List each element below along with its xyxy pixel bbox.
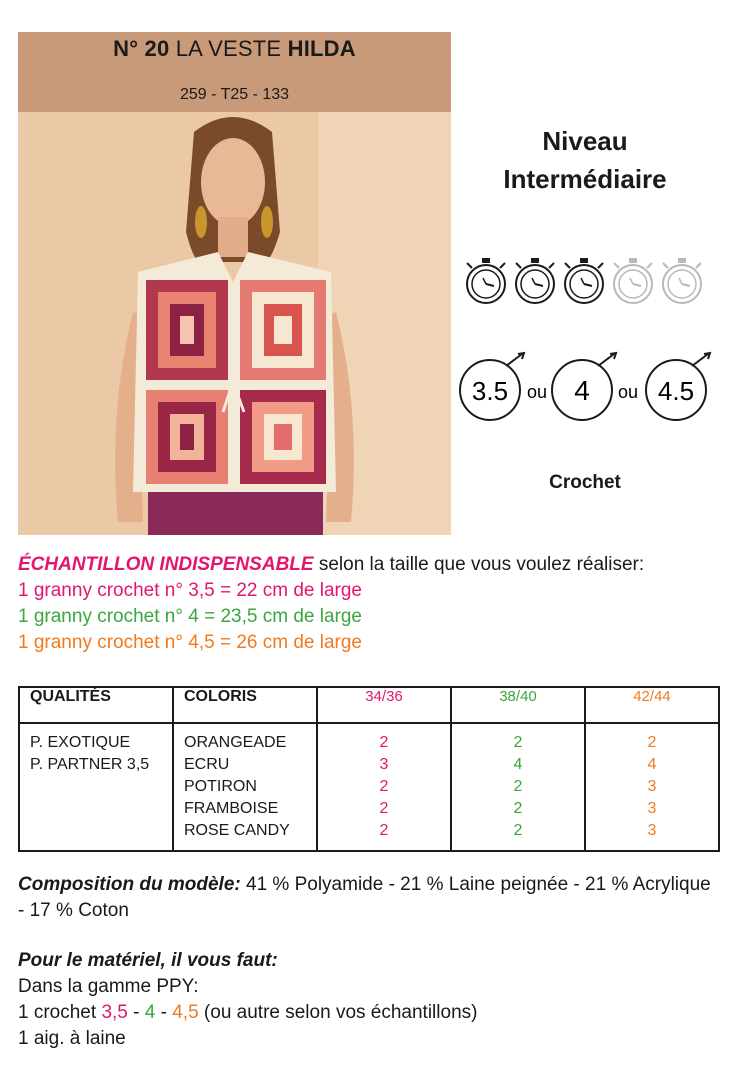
model-illustration	[18, 112, 451, 535]
gauge-line-4-5: 1 granny crochet n° 4,5 = 26 cm de large	[18, 632, 362, 653]
stopwatch-icon-filled	[467, 258, 505, 303]
size-38-40-cell: 2 4 2 2 2	[451, 723, 585, 851]
materials-needle: 1 aig. à laine	[18, 1028, 126, 1049]
hook-sizes	[456, 350, 718, 426]
pattern-header	[18, 32, 451, 112]
header-size-42-44: 42/44	[585, 687, 719, 723]
coloris-cell: ORANGEADE ECRU POTIRON FRAMBOISE ROSE CANDY	[173, 723, 317, 851]
hook-size-icon-3	[646, 353, 710, 420]
header-size-38-40: 38/40	[451, 687, 585, 723]
size-34-36-cell: 2 3 2 2 2	[317, 723, 451, 851]
gauge-line-3-5: 1 granny crochet n° 3,5 = 22 cm de large	[18, 580, 362, 601]
materials-range: Dans la gamme PPY:	[18, 976, 199, 997]
stopwatch-icon-empty	[663, 258, 701, 303]
stopwatch-icon-filled	[565, 258, 603, 303]
difficulty-stopwatches	[462, 256, 712, 306]
gauge-line-4: 1 granny crochet n° 4 = 23,5 cm de large	[18, 606, 362, 627]
model-photo	[18, 112, 451, 535]
hook-size-icon-2	[552, 353, 616, 420]
level-line-1: Niveau	[542, 126, 628, 156]
level-line-2: Intermédiaire	[503, 164, 667, 194]
materials-label: Pour le matériel, il vous faut:	[18, 950, 278, 971]
size-42-44-cell: 2 4 3 3 3	[585, 723, 719, 851]
gauge-intro: ÉCHANTILLON INDISPENSABLE selon la taille que vous voulez réaliser:	[18, 554, 645, 575]
hook-size-icon-1	[460, 353, 524, 420]
hook-separator-2: ou	[617, 382, 639, 402]
materials-hook: 1 crochet 3,5 - 4 - 4,5 (ou autre selon vos échantillons)	[18, 1002, 478, 1023]
yarn-table-header	[19, 687, 719, 723]
hook-size-label-1: 3.5	[471, 376, 509, 406]
qualites-cell: P. EXOTIQUE P. PARTNER 3,5	[19, 723, 173, 851]
yarn-table-body	[19, 723, 719, 851]
gauge-section	[18, 552, 728, 656]
technique-label: Crochet	[549, 472, 621, 493]
header-coloris: COLORIS	[173, 687, 317, 723]
stopwatch-icon-filled	[516, 258, 554, 303]
hook-separator-1: ou	[526, 382, 548, 402]
difficulty-level	[470, 122, 700, 198]
materials	[18, 948, 722, 1052]
composition: Composition du modèle: 41 % Polyamide - 21 % Laine peignée - 21 % Acrylique - 17 % Coton	[18, 874, 711, 921]
stopwatch-icon-empty	[614, 258, 652, 303]
hook-size-label-3: 4.5	[657, 376, 695, 406]
yarn-table	[18, 686, 720, 852]
hook-size-label-2: 4	[574, 375, 590, 406]
header-qualites: QUALITÉS	[19, 687, 173, 723]
pattern-reference: 259 - T25 - 133	[179, 86, 290, 103]
pattern-title: N° 20 LA VESTE HILDA	[113, 36, 356, 61]
header-size-34-36: 34/36	[317, 687, 451, 723]
